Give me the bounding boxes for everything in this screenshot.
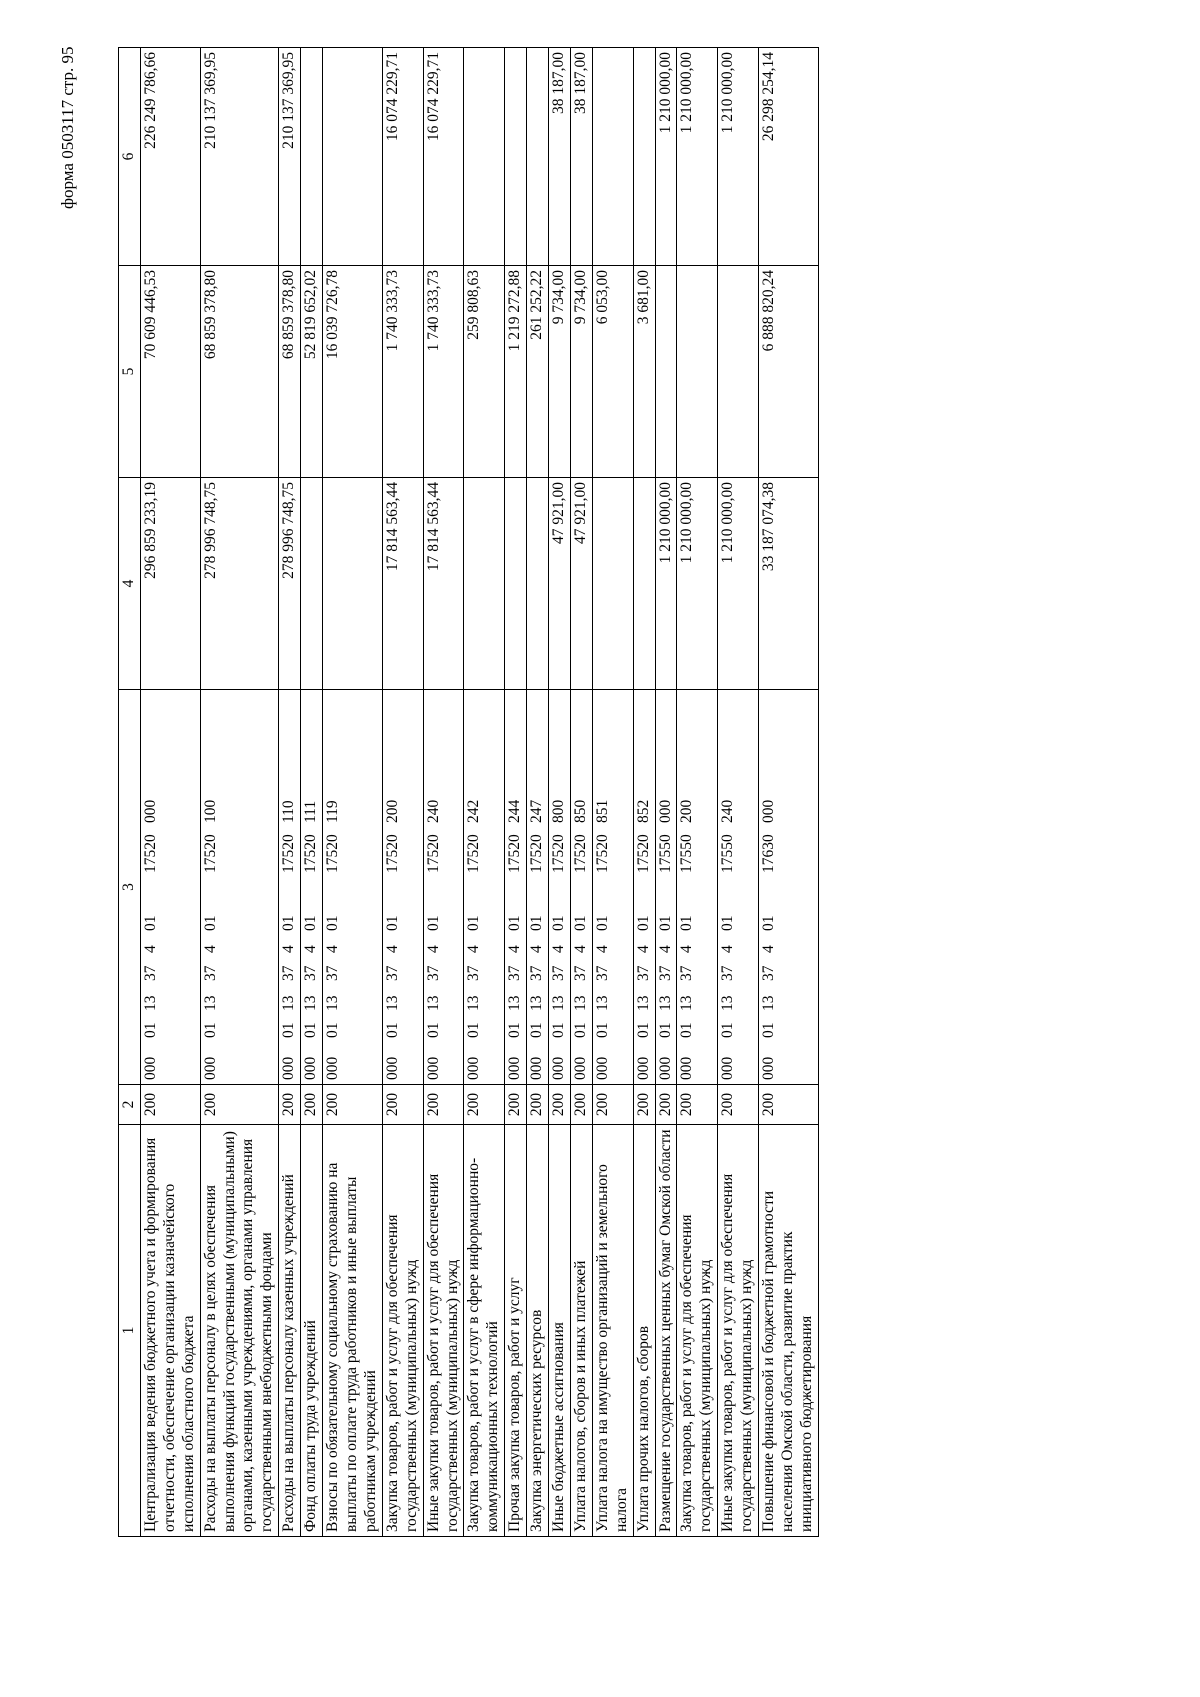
row-line-code: 200 (759, 1085, 819, 1125)
code-segment: 37 (324, 965, 342, 981)
code-segments (280, 694, 299, 1080)
row-name: Иные закупки товаров, работ и услуг для обеспечения государственных (муниципальных) нужд (423, 1125, 464, 1537)
code-segment: 17520 (280, 834, 298, 873)
row-executed-amount: 52 819 652,02 (301, 266, 323, 478)
code-segments (302, 694, 321, 1080)
table-row (200, 48, 279, 1537)
code-segments (202, 694, 221, 1080)
row-approved-amount: 1 210 000,00 (718, 478, 759, 690)
code-segment: 4 (571, 945, 589, 953)
code-segment: 4 (528, 945, 546, 953)
code-segment: 37 (678, 965, 696, 981)
code-segment: 13 (550, 995, 568, 1011)
row-classification-code (505, 690, 527, 1085)
code-segment: 37 (550, 965, 568, 981)
code-segment: 852 (634, 799, 652, 823)
code-segment: 000 (593, 1056, 611, 1080)
code-segment: 37 (302, 965, 320, 981)
code-segment: 01 (760, 915, 778, 931)
code-segment: 4 (141, 945, 159, 953)
code-segment: 01 (506, 1022, 524, 1038)
code-segment: 17520 (571, 834, 589, 873)
code-segment: 110 (280, 800, 298, 823)
row-approved-amount (323, 478, 383, 690)
code-segment: 37 (506, 965, 524, 981)
row-line-code: 200 (464, 1085, 505, 1125)
code-segment: 01 (656, 915, 674, 931)
code-segments (760, 694, 779, 1080)
code-segment: 13 (280, 995, 298, 1011)
code-segment: 851 (593, 799, 611, 823)
code-segment: 01 (465, 915, 483, 931)
row-name: Централизация ведения бюджетного учета и формирования отчетности, обеспечение организации казначейского исполнения областного бюджета (140, 1125, 200, 1537)
code-segment: 13 (506, 995, 524, 1011)
code-segment: 4 (201, 945, 219, 953)
code-segment: 13 (324, 995, 342, 1011)
table-row (655, 48, 677, 1537)
code-segment: 37 (656, 965, 674, 981)
row-unexecuted-amount: 226 249 786,66 (140, 48, 200, 266)
code-segment: 800 (550, 799, 568, 823)
code-segments (719, 694, 738, 1080)
row-executed-amount (718, 266, 759, 478)
code-segment: 01 (141, 1022, 159, 1038)
code-segment: 01 (302, 1022, 320, 1038)
code-segment: 13 (656, 995, 674, 1011)
row-name: Закупка товаров, работ и услуг для обеспечения государственных (муниципальных) нужд (677, 1125, 718, 1537)
code-segment: 01 (280, 1022, 298, 1038)
row-executed-amount: 6 053,00 (592, 266, 633, 478)
row-unexecuted-amount: 26 298 254,14 (759, 48, 819, 266)
row-classification-code (382, 690, 423, 1085)
row-name: Иные закупки товаров, работ и услуг для обеспечения государственных (муниципальных) нужд (718, 1125, 759, 1537)
code-segment: 000 (656, 1056, 674, 1080)
code-segment: 01 (593, 1022, 611, 1038)
row-classification-code (677, 690, 718, 1085)
code-segment: 13 (465, 995, 483, 1011)
code-segment: 000 (280, 1056, 298, 1080)
row-name: Расходы на выплаты персоналу в целях обеспечения выполнения функций государственными (муниципальными) органами, казенными учреждениями, органами управления государственными внебюджетными фондами (200, 1125, 279, 1537)
code-segment: 4 (383, 945, 401, 953)
row-unexecuted-amount: 1 210 000,00 (677, 48, 718, 266)
code-segment: 17520 (593, 834, 611, 873)
table-row (323, 48, 383, 1537)
code-segment: 01 (201, 1022, 219, 1038)
row-approved-amount: 47 921,00 (549, 478, 571, 690)
code-segment: 4 (506, 945, 524, 953)
row-approved-amount: 47 921,00 (570, 478, 592, 690)
row-unexecuted-amount: 210 137 369,95 (200, 48, 279, 266)
code-segment: 17520 (201, 834, 219, 873)
code-segment: 13 (760, 995, 778, 1011)
row-line-code: 200 (677, 1085, 718, 1125)
code-segment: 01 (424, 1022, 442, 1038)
row-approved-amount (633, 478, 655, 690)
code-segment: 17520 (383, 834, 401, 873)
code-segment: 17520 (634, 834, 652, 873)
row-name: Уплата налогов, сборов и иных платежей (570, 1125, 592, 1537)
code-segment: 13 (141, 995, 159, 1011)
row-executed-amount: 68 859 378,80 (279, 266, 301, 478)
table-row (140, 48, 200, 1537)
row-line-code: 200 (655, 1085, 677, 1125)
code-segment: 01 (550, 915, 568, 931)
row-approved-amount: 17 814 563,44 (423, 478, 464, 690)
code-segment: 37 (141, 965, 159, 981)
code-segment: 000 (506, 1056, 524, 1080)
row-classification-code (423, 690, 464, 1085)
code-segment: 200 (383, 799, 401, 823)
row-unexecuted-amount: 16 074 229,71 (382, 48, 423, 266)
code-segment: 37 (719, 965, 737, 981)
code-segment: 4 (634, 945, 652, 953)
row-executed-amount: 1 740 333,73 (423, 266, 464, 478)
code-segment: 4 (324, 945, 342, 953)
code-segment: 01 (141, 915, 159, 931)
code-segments (678, 694, 697, 1080)
table-row (505, 48, 527, 1537)
code-segment: 01 (324, 915, 342, 931)
code-segment: 13 (593, 995, 611, 1011)
row-executed-amount: 261 252,22 (527, 266, 549, 478)
code-segment: 13 (424, 995, 442, 1011)
row-classification-code (301, 690, 323, 1085)
row-unexecuted-amount (323, 48, 383, 266)
row-approved-amount (505, 478, 527, 690)
code-segment: 000 (302, 1056, 320, 1080)
code-segment: 4 (302, 945, 320, 953)
code-segment: 01 (324, 1022, 342, 1038)
code-segment: 240 (719, 799, 737, 823)
row-name: Расходы на выплаты персоналу казенных учреждений (279, 1125, 301, 1537)
code-segments (324, 694, 343, 1080)
row-name: Закупка товаров, работ и услуг в сфере информационно-коммуникационных технологий (464, 1125, 505, 1537)
row-line-code: 200 (279, 1085, 301, 1125)
row-name: Иные бюджетные ассигнования (549, 1125, 571, 1537)
row-classification-code (759, 690, 819, 1085)
code-segment: 000 (760, 1056, 778, 1080)
row-classification-code (279, 690, 301, 1085)
row-approved-amount (301, 478, 323, 690)
code-segments (572, 694, 591, 1080)
table-row (279, 48, 301, 1537)
code-segment: 000 (201, 1056, 219, 1080)
row-classification-code (464, 690, 505, 1085)
code-segment: 37 (424, 965, 442, 981)
row-classification-code (655, 690, 677, 1085)
code-segment: 01 (719, 915, 737, 931)
code-segment: 000 (465, 1056, 483, 1080)
code-segment: 01 (593, 915, 611, 931)
row-name: Уплата прочих налогов, сборов (633, 1125, 655, 1537)
row-line-code: 200 (200, 1085, 279, 1125)
table-row (423, 48, 464, 1537)
code-segment: 4 (678, 945, 696, 953)
code-segment: 17550 (719, 834, 737, 873)
code-segment: 000 (656, 799, 674, 823)
row-line-code: 200 (323, 1085, 383, 1125)
code-segment: 01 (302, 915, 320, 931)
code-segment: 17520 (141, 834, 159, 873)
column-header: 5 (119, 266, 141, 478)
row-line-code: 200 (718, 1085, 759, 1125)
row-name: Фонд оплаты труда учреждений (301, 1125, 323, 1537)
code-segment: 000 (324, 1056, 342, 1080)
code-segment: 4 (760, 945, 778, 953)
row-line-code: 200 (505, 1085, 527, 1125)
row-line-code: 200 (527, 1085, 549, 1125)
code-segments (142, 694, 161, 1080)
code-segment: 01 (678, 1022, 696, 1038)
row-name: Закупка товаров, работ и услуг для обеспечения государственных (муниципальных) нужд (382, 1125, 423, 1537)
code-segment: 01 (383, 915, 401, 931)
row-line-code: 200 (301, 1085, 323, 1125)
code-segment: 01 (719, 1022, 737, 1038)
row-classification-code (527, 690, 549, 1085)
column-number-row (119, 48, 141, 1537)
code-segment: 37 (465, 965, 483, 981)
code-segment: 000 (550, 1056, 568, 1080)
column-header: 3 (119, 690, 141, 1085)
row-executed-amount: 3 681,00 (633, 266, 655, 478)
row-unexecuted-amount (592, 48, 633, 266)
row-unexecuted-amount: 16 074 229,71 (423, 48, 464, 266)
row-executed-amount: 1 740 333,73 (382, 266, 423, 478)
code-segment: 01 (528, 915, 546, 931)
row-line-code: 200 (592, 1085, 633, 1125)
row-line-code: 200 (633, 1085, 655, 1125)
row-unexecuted-amount (301, 48, 323, 266)
code-segment: 244 (506, 799, 524, 823)
row-executed-amount (677, 266, 718, 478)
row-unexecuted-amount: 210 137 369,95 (279, 48, 301, 266)
row-classification-code (323, 690, 383, 1085)
row-unexecuted-amount: 1 210 000,00 (718, 48, 759, 266)
row-executed-amount: 68 859 378,80 (200, 266, 279, 478)
code-segment: 01 (383, 1022, 401, 1038)
code-segment: 13 (678, 995, 696, 1011)
row-line-code: 200 (140, 1085, 200, 1125)
row-executed-amount: 259 808,63 (464, 266, 505, 478)
code-segment: 17520 (550, 834, 568, 873)
code-segment: 119 (324, 800, 342, 823)
row-classification-code (570, 690, 592, 1085)
table-row (527, 48, 549, 1537)
row-name: Прочая закупка товаров, работ и услуг (505, 1125, 527, 1537)
table-row (570, 48, 592, 1537)
code-segment: 4 (465, 945, 483, 953)
row-executed-amount: 1 219 272,88 (505, 266, 527, 478)
code-segment: 37 (571, 965, 589, 981)
code-segment: 17520 (424, 834, 442, 873)
row-name: Закупка энергетических ресурсов (527, 1125, 549, 1537)
code-segment: 13 (201, 995, 219, 1011)
row-approved-amount: 1 210 000,00 (655, 478, 677, 690)
code-segment: 01 (760, 1022, 778, 1038)
code-segment: 000 (719, 1056, 737, 1080)
row-executed-amount: 9 734,00 (570, 266, 592, 478)
code-segment: 111 (302, 800, 320, 823)
code-segment: 200 (678, 799, 696, 823)
code-segment: 13 (634, 995, 652, 1011)
code-segments (465, 694, 484, 1080)
code-segment: 01 (528, 1022, 546, 1038)
code-segments (528, 694, 547, 1080)
row-line-code: 200 (549, 1085, 571, 1125)
code-segments (425, 694, 444, 1080)
code-segment: 17550 (678, 834, 696, 873)
row-line-code: 200 (570, 1085, 592, 1125)
code-segment: 01 (656, 1022, 674, 1038)
table-row (382, 48, 423, 1537)
code-segment: 01 (424, 915, 442, 931)
table-row (718, 48, 759, 1537)
code-segment: 17520 (324, 834, 342, 873)
code-segment: 17520 (465, 834, 483, 873)
column-header: 6 (119, 48, 141, 266)
code-segment: 01 (506, 915, 524, 931)
code-segment: 000 (383, 1056, 401, 1080)
row-approved-amount: 17 814 563,44 (382, 478, 423, 690)
code-segment: 17520 (506, 834, 524, 873)
code-segment: 01 (678, 915, 696, 931)
column-header: 2 (119, 1085, 141, 1125)
code-segment: 000 (141, 1056, 159, 1080)
code-segment: 4 (593, 945, 611, 953)
table-row (464, 48, 505, 1537)
code-segment: 000 (634, 1056, 652, 1080)
row-executed-amount: 70 609 446,53 (140, 266, 200, 478)
code-segment: 13 (528, 995, 546, 1011)
table-row (592, 48, 633, 1537)
table-row (301, 48, 323, 1537)
code-segment: 01 (571, 915, 589, 931)
row-classification-code (718, 690, 759, 1085)
budget-execution-table (118, 47, 819, 1537)
row-name: Повышение финансовой и бюджетной грамотности населения Омской области, развитие практик инициативного бюджетирования (759, 1125, 819, 1537)
code-segment: 37 (280, 965, 298, 981)
row-unexecuted-amount: 38 187,00 (570, 48, 592, 266)
code-segment: 37 (760, 965, 778, 981)
code-segment: 17520 (528, 834, 546, 873)
code-segment: 01 (201, 915, 219, 931)
row-unexecuted-amount (527, 48, 549, 266)
column-header: 4 (119, 478, 141, 690)
code-segment: 4 (656, 945, 674, 953)
table-row (633, 48, 655, 1537)
row-name: Взносы по обязательному социальному страхованию на выплаты по оплате труда работников и иные выплаты работникам учреждений (323, 1125, 383, 1537)
code-segments (506, 694, 525, 1080)
code-segment: 240 (424, 799, 442, 823)
row-approved-amount: 278 996 748,75 (279, 478, 301, 690)
code-segment: 4 (424, 945, 442, 953)
table-row (759, 48, 819, 1537)
code-segment: 01 (465, 1022, 483, 1038)
row-unexecuted-amount (464, 48, 505, 266)
code-segment: 000 (141, 799, 159, 823)
code-segment: 01 (634, 915, 652, 931)
code-segment: 13 (571, 995, 589, 1011)
code-segment: 17550 (656, 834, 674, 873)
code-segment: 17520 (302, 834, 320, 873)
table-row (677, 48, 718, 1537)
code-segments (657, 694, 676, 1080)
code-segment: 000 (528, 1056, 546, 1080)
code-segment: 01 (280, 915, 298, 931)
code-segment: 4 (280, 945, 298, 953)
code-segment: 01 (571, 1022, 589, 1038)
code-segments (384, 694, 403, 1080)
row-classification-code (633, 690, 655, 1085)
code-segment: 4 (550, 945, 568, 953)
row-name: Уплата налога на имущество организаций и земельного налога (592, 1125, 633, 1537)
row-approved-amount: 296 859 233,19 (140, 478, 200, 690)
code-segment: 247 (528, 799, 546, 823)
code-segment: 850 (571, 799, 589, 823)
row-approved-amount (464, 478, 505, 690)
code-segment: 242 (465, 799, 483, 823)
code-segment: 13 (719, 995, 737, 1011)
code-segment: 17630 (760, 834, 778, 873)
code-segment: 000 (678, 1056, 696, 1080)
row-approved-amount (527, 478, 549, 690)
code-segment: 37 (593, 965, 611, 981)
code-segment: 01 (550, 1022, 568, 1038)
code-segment: 13 (383, 995, 401, 1011)
code-segments (635, 694, 654, 1080)
code-segment: 37 (634, 965, 652, 981)
code-segment: 000 (571, 1056, 589, 1080)
row-line-code: 200 (382, 1085, 423, 1125)
row-classification-code (549, 690, 571, 1085)
row-approved-amount (592, 478, 633, 690)
row-unexecuted-amount: 38 187,00 (549, 48, 571, 266)
form-reference: форма 0503117 стр. 95 (58, 46, 77, 209)
row-classification-code (140, 690, 200, 1085)
row-classification-code (592, 690, 633, 1085)
code-segments (550, 694, 569, 1080)
row-name: Размещение государственных ценных бумаг Омской области (655, 1125, 677, 1537)
column-header: 1 (119, 1125, 141, 1537)
code-segment: 13 (302, 995, 320, 1011)
row-unexecuted-amount (633, 48, 655, 266)
code-segment: 4 (719, 945, 737, 953)
code-segment: 100 (201, 799, 219, 823)
code-segment: 37 (201, 965, 219, 981)
row-approved-amount: 278 996 748,75 (200, 478, 279, 690)
row-unexecuted-amount (505, 48, 527, 266)
table-row (549, 48, 571, 1537)
table-body (140, 48, 818, 1537)
code-segment: 37 (528, 965, 546, 981)
row-executed-amount: 6 888 820,24 (759, 266, 819, 478)
row-unexecuted-amount: 1 210 000,00 (655, 48, 677, 266)
row-executed-amount: 16 039 726,78 (323, 266, 383, 478)
code-segment: 01 (634, 1022, 652, 1038)
row-executed-amount: 9 734,00 (549, 266, 571, 478)
code-segment: 37 (383, 965, 401, 981)
row-approved-amount: 1 210 000,00 (677, 478, 718, 690)
code-segments (594, 694, 613, 1080)
row-line-code: 200 (423, 1085, 464, 1125)
row-classification-code (200, 690, 279, 1085)
row-executed-amount (655, 266, 677, 478)
code-segment: 000 (424, 1056, 442, 1080)
row-approved-amount: 33 187 074,38 (759, 478, 819, 690)
code-segment: 000 (760, 799, 778, 823)
